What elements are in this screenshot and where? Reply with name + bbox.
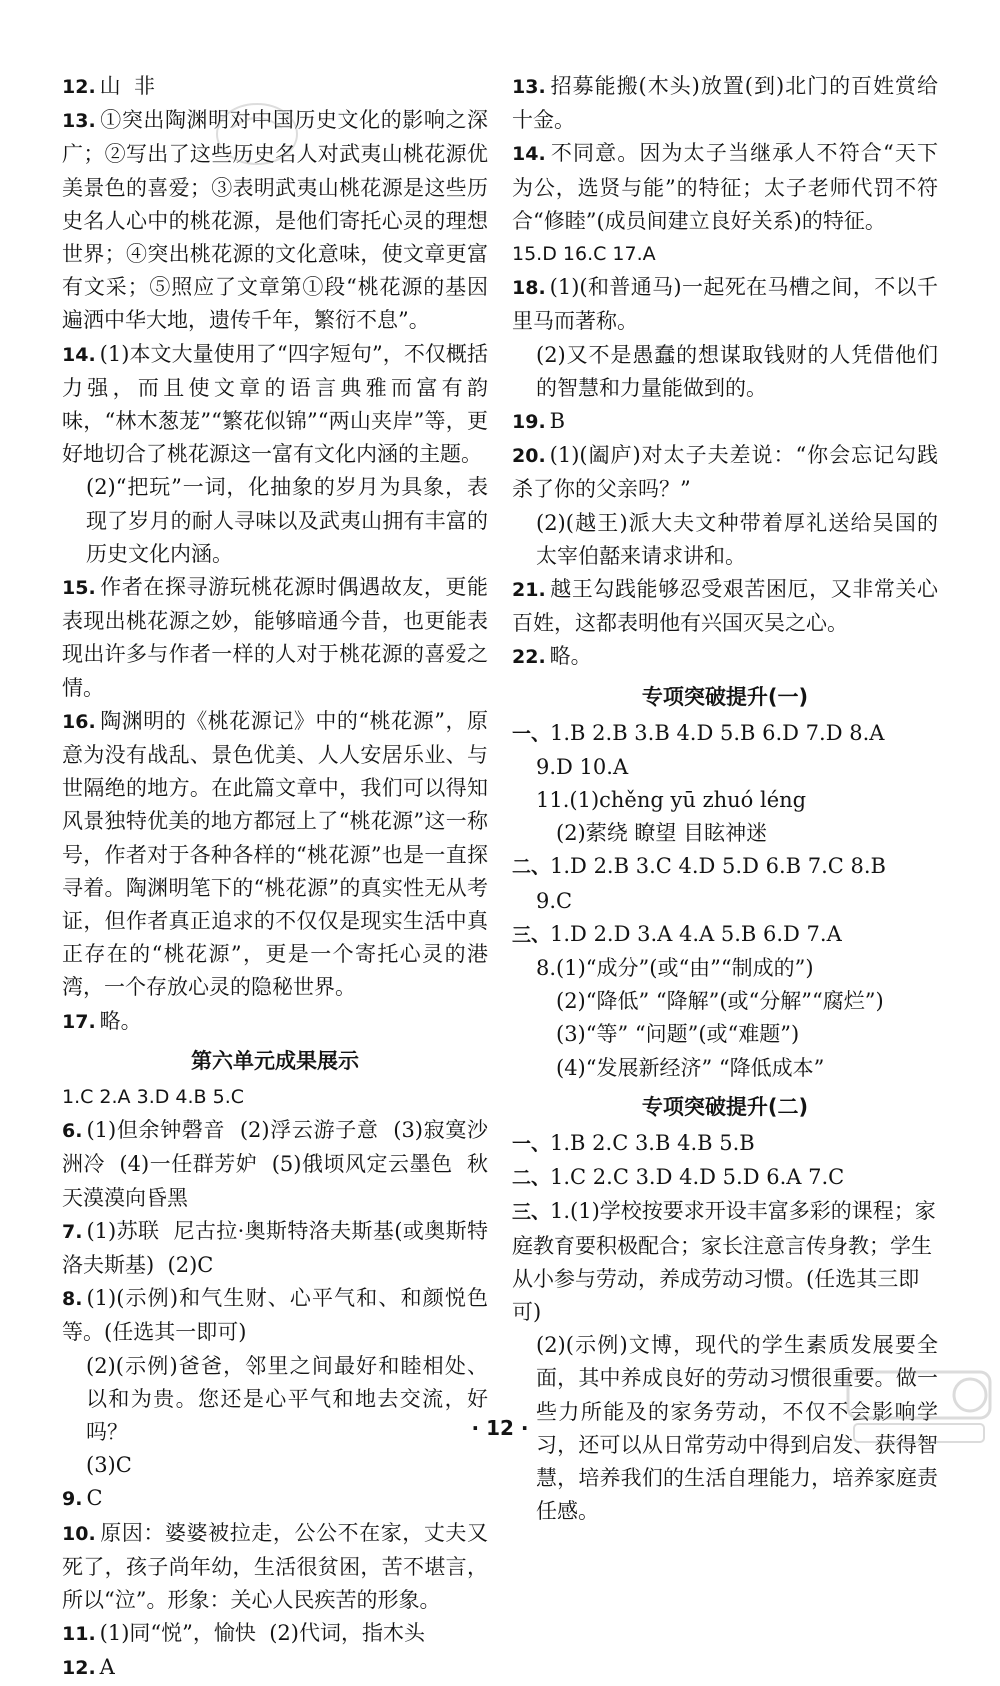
question-number: 13. — [512, 76, 546, 98]
question-number: 19. — [512, 411, 546, 434]
answer-item — [62, 1005, 488, 1039]
answer-subpart: 8.(1)“成分”(或“由”“制成的”) — [536, 956, 814, 981]
answer-item — [62, 705, 488, 1005]
section-answer-text: 1.D 2.B 3.C 4.D 5.D 6.B 7.C 8.B — [550, 854, 886, 879]
answer-text: (1)同“悦”，愉快 (2)代词，指木头 — [99, 1621, 425, 1646]
answer-item — [512, 70, 938, 137]
section-label: 三、 — [512, 923, 551, 946]
question-number: 14. — [62, 343, 96, 366]
answer-item — [512, 439, 938, 506]
answer-text: 陶渊明的《桃花源记》中的“桃花源”，原意为没有战乱、景色优美、人人安居乐业、与世隔绝的地方。在此篇文章中，我们可以得知风景独特优美的地方都冠上了“桃花源”这一称号，作者对于各种各样的“桃花源”也是一直探寻着。陶渊明笔下的“桃花源”的真实性无从考证，但作者真正追求的不仅仅是现实生活中真正存在的“桃花源”，更是一个寄托心灵的港湾，一个存放心灵的隐秘世界。 — [62, 708, 488, 1000]
answer-subpart: (2)“把玩”一词，化抽象的岁月为具象，表现了岁月的耐人寻味以及武夷山拥有丰富的历史文化内涵。 — [86, 475, 488, 566]
answer-text: (1)(阖庐)对太子夫差说：“你会忘记勾践杀了你的父亲吗？” — [512, 443, 938, 502]
answer-text: A — [99, 1655, 115, 1680]
answer-item — [512, 137, 938, 238]
answer-choices-row: 1.C 2.A 3.D 4.B 5.C — [62, 1085, 244, 1108]
answer-text: 招募能搬(木头)放置(到)北门的百姓赏给十金。 — [512, 74, 938, 133]
question-number: 6. — [62, 1120, 83, 1143]
question-number: 12. — [62, 76, 96, 98]
section-answer-text: 1.(1)学校按要求开设丰富多彩的课程；家庭教育要积极配合；家长注意言传身教；学生从小参与劳动，养成劳动习惯。(任选其三即可) — [512, 1199, 936, 1324]
answer-subpart: (2)(示例)文博，现代的学生素质发展要全面，其中养成良好的劳动习惯很重要。做一些力所能及的家务劳动，不仅不会影响学习，还可以从日常劳动中得到启发、获得智慧，培养我们的生活自理能力，培养家庭责任感。 — [536, 1333, 938, 1524]
answer-text: 作者在探寻游玩桃花源时偶遇故友，更能表现出桃花源之妙，能够暗通今昔，也更能表现出许多与作者一样的人对于桃花源的喜爱之情。 — [62, 575, 488, 700]
answer-text: 略。 — [99, 1008, 142, 1033]
right-column — [512, 70, 938, 1528]
answer-item — [62, 1215, 488, 1282]
answer-subpart: (4)“发展新经济” “降低成本” — [556, 1055, 825, 1080]
answer-text: 山 非 — [99, 74, 156, 98]
answer-text: (1)(和普通马)一起死在马槽之间，不以千里马而著称。 — [512, 275, 938, 334]
answer-item — [62, 1651, 488, 1685]
answer-text: ①突出陶渊明对中国历史文化的影响之深广；②写出了这些历史名人对武夷山桃花源优美景色的喜爱；③表明武夷山桃花源是这些历史名人心中的桃花源，是他们寄托心灵的理想世界；④突出桃花源的文化意味，使文章更富有文采；⑤照应了文章第①段“桃花源的基因遍洒中华大地，遗传千年，繁衍不息”。 — [62, 108, 488, 333]
section-label: 三、 — [512, 1201, 551, 1224]
answer-subpart: (2)又不是愚蠢的想谋取钱财的人凭借他们的智慧和力量能做到的。 — [536, 342, 938, 400]
section-answers — [512, 1161, 938, 1195]
answer-choices-row: 15.D 16.C 17.A — [512, 243, 656, 266]
section-answers — [512, 850, 938, 884]
answer-text: (1)(示例)和气生财、心平气和、和颜悦色等。(任选其一即可) — [62, 1286, 488, 1345]
question-number: 8. — [62, 1288, 83, 1311]
question-number: 11. — [62, 1623, 96, 1646]
answer-subpart: (2)(越王)派大夫文种带着厚礼送给吴国的太宰伯嚭来请求讲和。 — [536, 510, 938, 568]
section-answers — [512, 1127, 938, 1161]
answer-text: 不同意。因为太子当继承人不符合“天下为公，选贤与能”的特征；太子老师代罚不符合“修睦”(成员间建立良好关系)的特征。 — [512, 141, 938, 233]
question-number: 12. — [62, 1657, 96, 1680]
section-heading: 专项突破提升(一) — [641, 684, 809, 709]
section-answers — [512, 918, 938, 952]
answer-text: 原因：婆婆被拉走，公公不在家，丈夫又死了，孩子尚年幼，生活很贫困，苦不堪言，所以“泣”。形象：关心人民疾苦的形象。 — [62, 1520, 488, 1612]
question-number: 10. — [62, 1522, 96, 1545]
page-number: · 12 · — [471, 1416, 529, 1440]
question-number: 13. — [62, 110, 96, 133]
answer-item — [62, 1282, 488, 1349]
section-answer-text: 1.B 2.C 3.B 4.B 5.B — [550, 1130, 755, 1155]
section-answer-text: 1.D 2.D 3.A 4.A 5.B 6.D 7.A — [550, 921, 842, 946]
section-answer-text: 1.C 2.C 3.D 4.D 5.D 6.A 7.C — [550, 1165, 845, 1190]
section-heading: 第六单元成果展示 — [191, 1048, 359, 1073]
answer-subpart: (3)C — [86, 1453, 132, 1478]
answer-item — [512, 405, 938, 439]
question-number: 17. — [62, 1010, 96, 1033]
question-number: 16. — [62, 710, 96, 733]
question-number: 9. — [62, 1488, 83, 1511]
section-heading: 专项突破提升(二) — [641, 1094, 809, 1119]
answer-item — [62, 1482, 488, 1516]
answer-text: B — [549, 409, 566, 434]
question-number: 7. — [62, 1220, 83, 1243]
section-label: 一、 — [512, 1132, 551, 1155]
section-label: 二、 — [512, 856, 551, 879]
question-number: 14. — [512, 143, 546, 166]
answer-subpart: 9.C — [536, 888, 573, 913]
answer-text: 越王勾践能够忍受艰苦困厄，又非常关心百姓，这都表明他有兴国灭吴之心。 — [512, 577, 938, 636]
question-number: 21. — [512, 579, 546, 602]
answer-item — [62, 1617, 488, 1651]
section-answers — [512, 717, 938, 751]
answer-item — [62, 338, 488, 472]
answer-subpart: (2)(示例)爸爸，邻里之间最好和睦相处、以和为贵。您还是心平气和地去交流，好吗？ — [86, 1353, 488, 1444]
section-answers — [512, 1195, 938, 1329]
answer-subpart: (2)萦绕 瞭望 目眩神迷 — [556, 821, 768, 846]
answer-subpart: (2)“降低” “降解”(或“分解”“腐烂”) — [556, 989, 884, 1014]
answer-item — [62, 1517, 488, 1618]
answer-text: 略。 — [549, 644, 592, 669]
answer-subpart: 9.D 10.A — [536, 754, 629, 779]
answer-item — [512, 640, 938, 674]
question-number: 20. — [512, 445, 546, 468]
answer-item — [512, 271, 938, 338]
section-label: 二、 — [512, 1167, 551, 1190]
left-column — [62, 70, 488, 1686]
answer-item — [512, 573, 938, 640]
answer-item — [62, 1114, 488, 1215]
section-answer-text: 1.B 2.B 3.B 4.D 5.B 6.D 7.D 8.A — [550, 720, 885, 745]
answer-text: (1)本文大量使用了“四字短句”，不仅概括力强，而且使文章的语言典雅而富有韵味，“林木葱茏”“繁花似锦”“两山夹岸”等，更好地切合了桃花源这一富有文化内涵的主题。 — [62, 341, 488, 467]
site-watermark-logo-icon — [844, 1368, 994, 1448]
answer-item — [62, 571, 488, 705]
answer-text: (1)苏联 尼古拉·奥斯特洛夫斯基(或奥斯特洛夫斯基) (2)C — [62, 1218, 488, 1277]
question-number: 15. — [62, 577, 96, 600]
section-label: 一、 — [512, 722, 551, 745]
stamp-watermark-icon — [212, 98, 302, 170]
answer-text: (1)但余钟磬音 (2)浮云游子意 (3)寂寞沙洲冷 (4)一任群芳妒 (5)俄顷风定云墨色 秋天漠漠向昏黑 — [62, 1118, 488, 1210]
answer-text: C — [86, 1486, 103, 1511]
answer-subpart: 11.(1)chěng yū zhuó léng — [536, 788, 807, 813]
answer-subpart: (3)“等” “问题”(或“难题”) — [556, 1022, 800, 1047]
question-number: 18. — [512, 277, 546, 300]
question-number: 22. — [512, 646, 546, 669]
